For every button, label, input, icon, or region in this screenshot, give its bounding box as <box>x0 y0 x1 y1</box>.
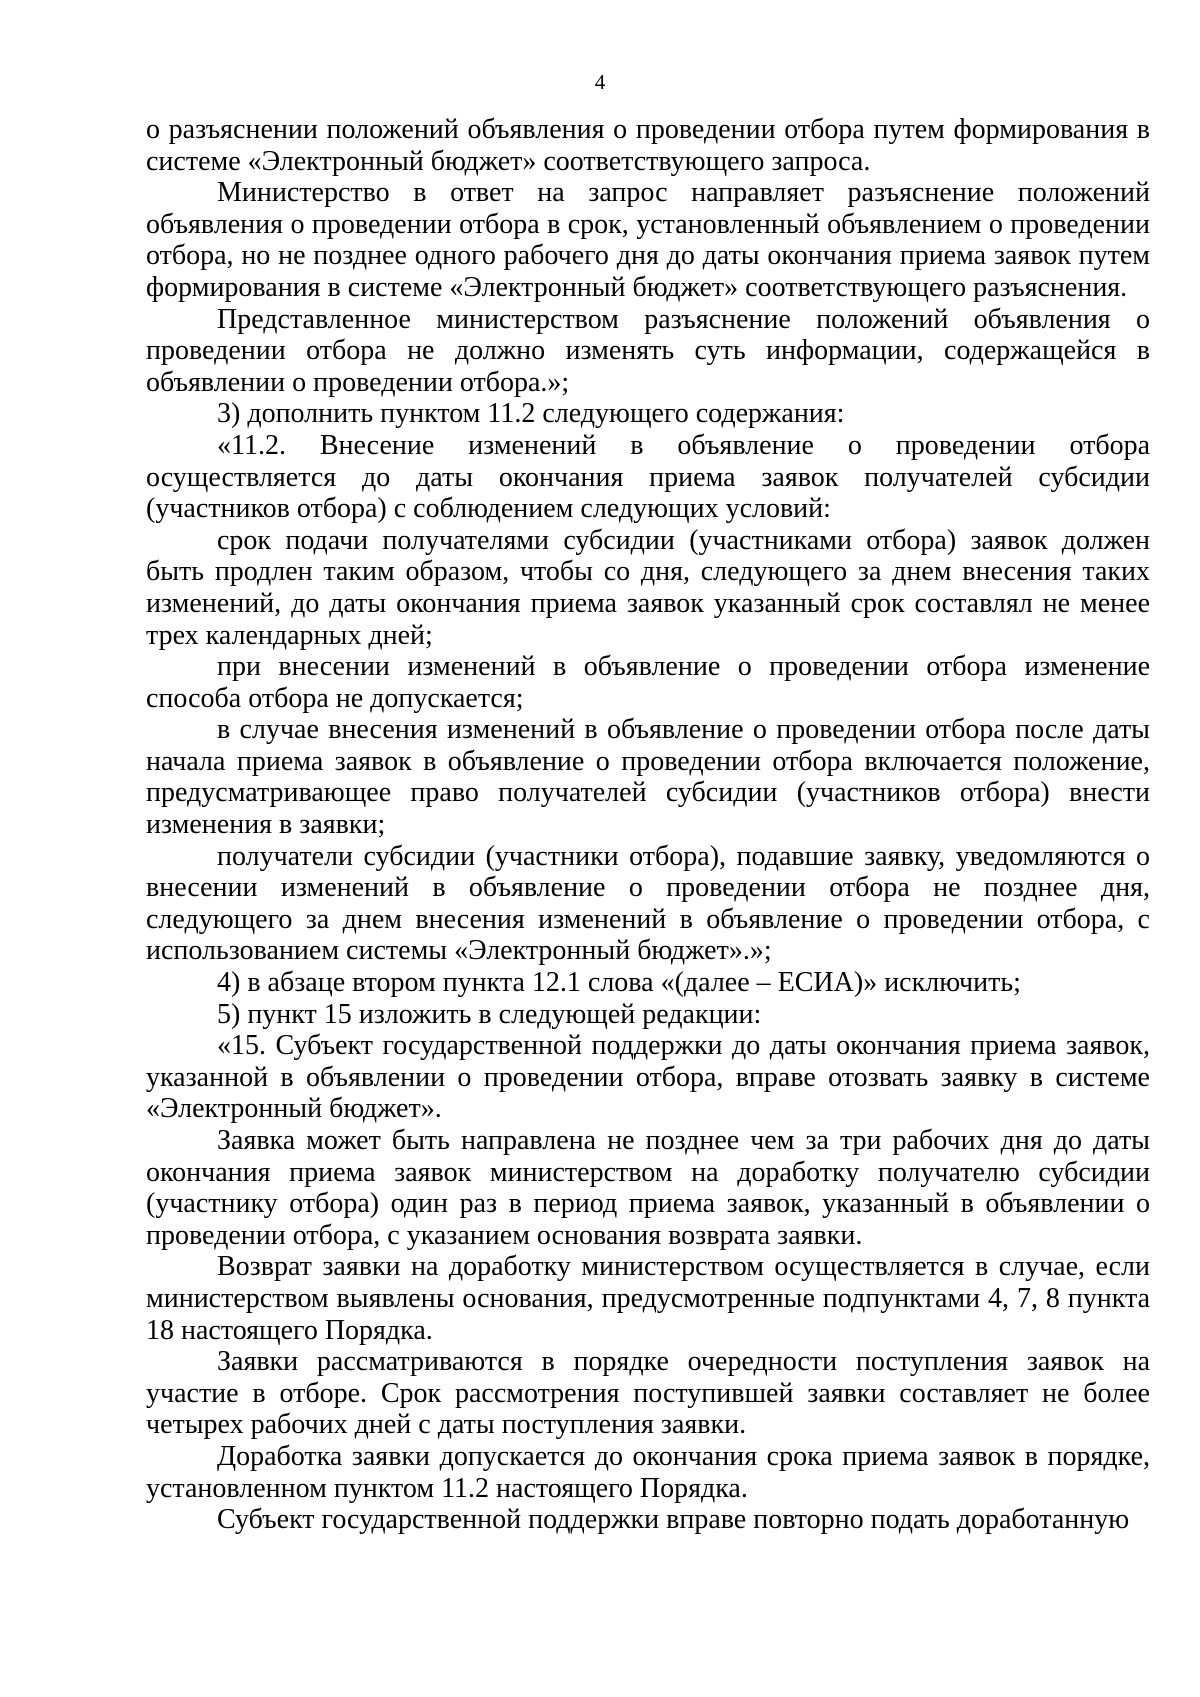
paragraph-method-unchanged: при внесении изменений в объявление о проведении отбора изменение способа отбора не допускается; <box>146 651 1150 714</box>
paragraph-clause-11-2: «11.2. Внесение изменений в объявление о проведении отбора осуществляется до даты окончания приема заявок получателей субсидии (участников отбора) с соблюдением следующих условий: <box>146 429 1150 525</box>
document-body <box>146 114 1150 1536</box>
paragraph-late-changes: в случае внесения изменений в объявление о проведении отбора после даты начала приема заявок в объявление о проведении отбора включается положение, предусматривающее право получателей субсидии (участников отбора) внести изменения в заявки; <box>146 714 1150 841</box>
paragraph-return-for-revision: Заявка может быть направлена не позднее чем за три рабочих дня до даты окончания приема заявок министерством на доработку получателю субсидии (участнику отбора) один раз в период приема заявок, указанный в объявлении о проведении отбора, с указанием основания возврата заявки. <box>146 1125 1150 1251</box>
paragraph-amendment-5: 5) пункт 15 изложить в следующей редакции: <box>217 998 762 1030</box>
page-number: 4 <box>594 70 606 94</box>
paragraph-resubmission: Субъект государственной поддержки вправе повторно подать доработанную <box>217 1504 1130 1536</box>
paragraph-amendment-3: 3) дополнить пунктом 11.2 следующего содержания: <box>217 398 845 430</box>
paragraph-notification: получатели субсидии (участники отбора), подавшие заявку, уведомляются о внесении изменений в объявление о проведении отбора не позднее дня, следующего за днем внесения изменений в объявление о проведении отбора, с использованием системы «Электронный бюджет».»; <box>146 840 1150 967</box>
paragraph-amendment-4: 4) в абзаце втором пункта 12.1 слова «(далее – ЕСИА)» исключить; <box>217 967 1021 999</box>
paragraph-clarification-request: о разъяснении положений объявления о проведении отбора путем формирования в системе «Электронный бюджет» соответствующего запроса. <box>146 114 1150 177</box>
paragraph-clause-15: «15. Субъект государственной поддержки до даты окончания приема заявок, указанной в объявлении о проведении отбора, вправе отозвать заявку в системе «Электронный бюджет». <box>146 1030 1150 1125</box>
paragraph-review-order: Заявки рассматриваются в порядке очередности поступления заявок на участие в отборе. Срок рассмотрения поступившей заявки составляет не более четырех рабочих дней с даты поступления заявки. <box>146 1346 1150 1441</box>
paragraph-ministry-response: Министерство в ответ на запрос направляет разъяснение положений объявления о проведении отбора в срок, установленный объявлением о проведении отбора, но не позднее одного рабочего дня до даты окончания приема заявок путем формирования в системе «Электронный бюджет» соответствующего разъяснения. <box>146 177 1150 303</box>
paragraph-deadline-extension: срок подачи получателями субсидии (участниками отбора) заявок должен быть продлен таким образом, чтобы со дня, следующего за днем внесения таких изменений, до даты окончания приема заявок указанный срок составлял не менее трех календарных дней; <box>146 524 1150 651</box>
paragraph-revision-deadline: Доработка заявки допускается до окончания срока приема заявок в порядке, установленном пунктом 11.2 настоящего Порядка. <box>146 1440 1150 1504</box>
paragraph-return-grounds: Возврат заявки на доработку министерством осуществляется в случае, если министерством выявлены основания, предусмотренные подпунктами 4, 7, 8 пункта 18 настоящего Порядка. <box>146 1251 1150 1346</box>
paragraph-clarification-content: Представленное министерством разъяснение положений объявления о проведении отбора не должно изменять суть информации, содержащейся в объявлении о проведении отбора.»; <box>146 303 1150 398</box>
